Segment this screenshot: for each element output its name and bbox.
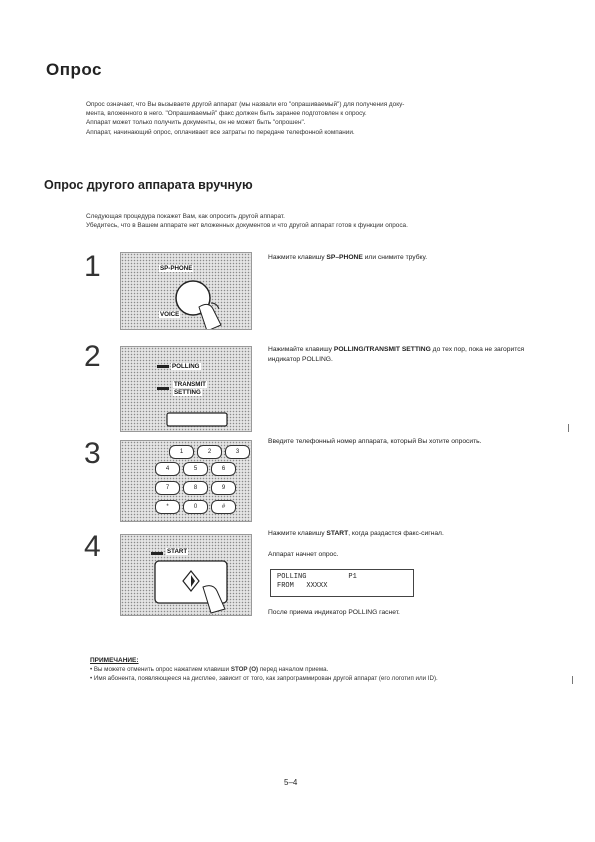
section-intro	[86, 212, 408, 230]
step-1-number: 1	[84, 250, 101, 283]
start-button-illustration	[121, 535, 251, 615]
intro-line: Опрос означает, что Вы вызываете другой аппарат (мы назвали его "опрашиваемый") для получения доку-	[86, 101, 405, 108]
step-1-text: Нажмите клавишу SP–PHONE или снимите трубку.	[268, 254, 428, 261]
step-3-number: 3	[84, 437, 101, 470]
step-4-number: 4	[84, 530, 101, 563]
keypad-key: 9	[211, 481, 236, 495]
keypad-key: 6	[211, 462, 236, 476]
start-label: START	[167, 548, 188, 555]
note-list	[90, 666, 540, 683]
display-line-1: POLLING P1	[277, 573, 357, 581]
step-4-text: Нажмите клавишу START, когда раздастся факс-сигнал.	[268, 530, 444, 537]
keypad-key: *	[155, 500, 180, 514]
display-line-2: FROM XXXXX	[277, 582, 328, 590]
section-intro-line: Следующая процедура покажет Вам, как опросить другой аппарат.	[86, 213, 285, 220]
note-item: • Вы можете отменить опрос нажатием клавиши STOP (O) перед началом приема.	[90, 666, 329, 673]
scan-mark	[568, 424, 569, 432]
intro-line: мента, вложенного в него. "Опрашиваемый" факс должен быть заранее подготовлен к опросу.	[86, 110, 367, 118]
keypad-key: 1	[169, 445, 194, 459]
keypad-key: 2	[197, 445, 222, 459]
setting-label: SETTING	[174, 389, 201, 396]
keypad-key: 7	[155, 481, 180, 495]
polling-label: POLLING	[172, 363, 200, 370]
intro-line: Аппарат, начинающий опрос, оплачивает все затраты по передаче телефонной компании.	[86, 128, 355, 136]
section-intro-line: Убедитесь, что в Вашем аппарате нет вложенных документов и что другой аппарат готов к функции опроса.	[86, 222, 408, 229]
step-3-illustration	[120, 440, 252, 522]
note-item: • Имя абонента, появляющееся на дисплее, зависит от того, как запрограммирован другой аппарат (его логотип или ID).	[90, 674, 438, 682]
key-name: POLLING/TRANSMIT SETTING	[333, 346, 431, 353]
scan-mark	[572, 676, 573, 684]
step-4-after-display: После приема индикатор POLLING гаснет.	[268, 609, 400, 616]
step-3-text: Введите телефонный номер аппарата, который Вы хотите опросить.	[268, 438, 482, 445]
step-2-text: Нажимайте клавишу POLLING/TRANSMIT SETTING до тех пор, пока не загорится индикатор POLLING.	[268, 346, 525, 363]
intro-paragraph	[86, 100, 546, 137]
keypad-key: #	[211, 500, 236, 514]
key-name: START	[326, 530, 349, 537]
keypad-key: 0	[183, 500, 208, 514]
keypad-key: 3	[225, 445, 250, 459]
key-name: SP–PHONE	[326, 254, 363, 261]
step-4-followup: Аппарат начнет опрос.	[268, 551, 339, 558]
section-title: Опрос другого аппарата вручную	[44, 178, 253, 192]
step-1-illustration	[120, 252, 252, 330]
sp-phone-label: SP-PHONE	[160, 265, 193, 272]
page-title: Опрос	[46, 60, 102, 79]
keypad-key: 4	[155, 462, 180, 476]
voice-label: VOICE	[160, 311, 180, 318]
page-number: 5–4	[284, 778, 298, 787]
keypad-key: 5	[183, 462, 208, 476]
note-heading: ПРИМЕЧАНИЕ:	[90, 657, 139, 664]
step-4-illustration	[120, 534, 252, 616]
lcd-display	[270, 569, 414, 597]
keypad-key: 8	[183, 481, 208, 495]
step-2-number: 2	[84, 340, 101, 373]
step-2-illustration	[120, 346, 252, 432]
transmit-label: TRANSMIT	[174, 381, 206, 388]
intro-line: Аппарат может только получить документы, он не может быть "опрошен".	[86, 119, 306, 127]
